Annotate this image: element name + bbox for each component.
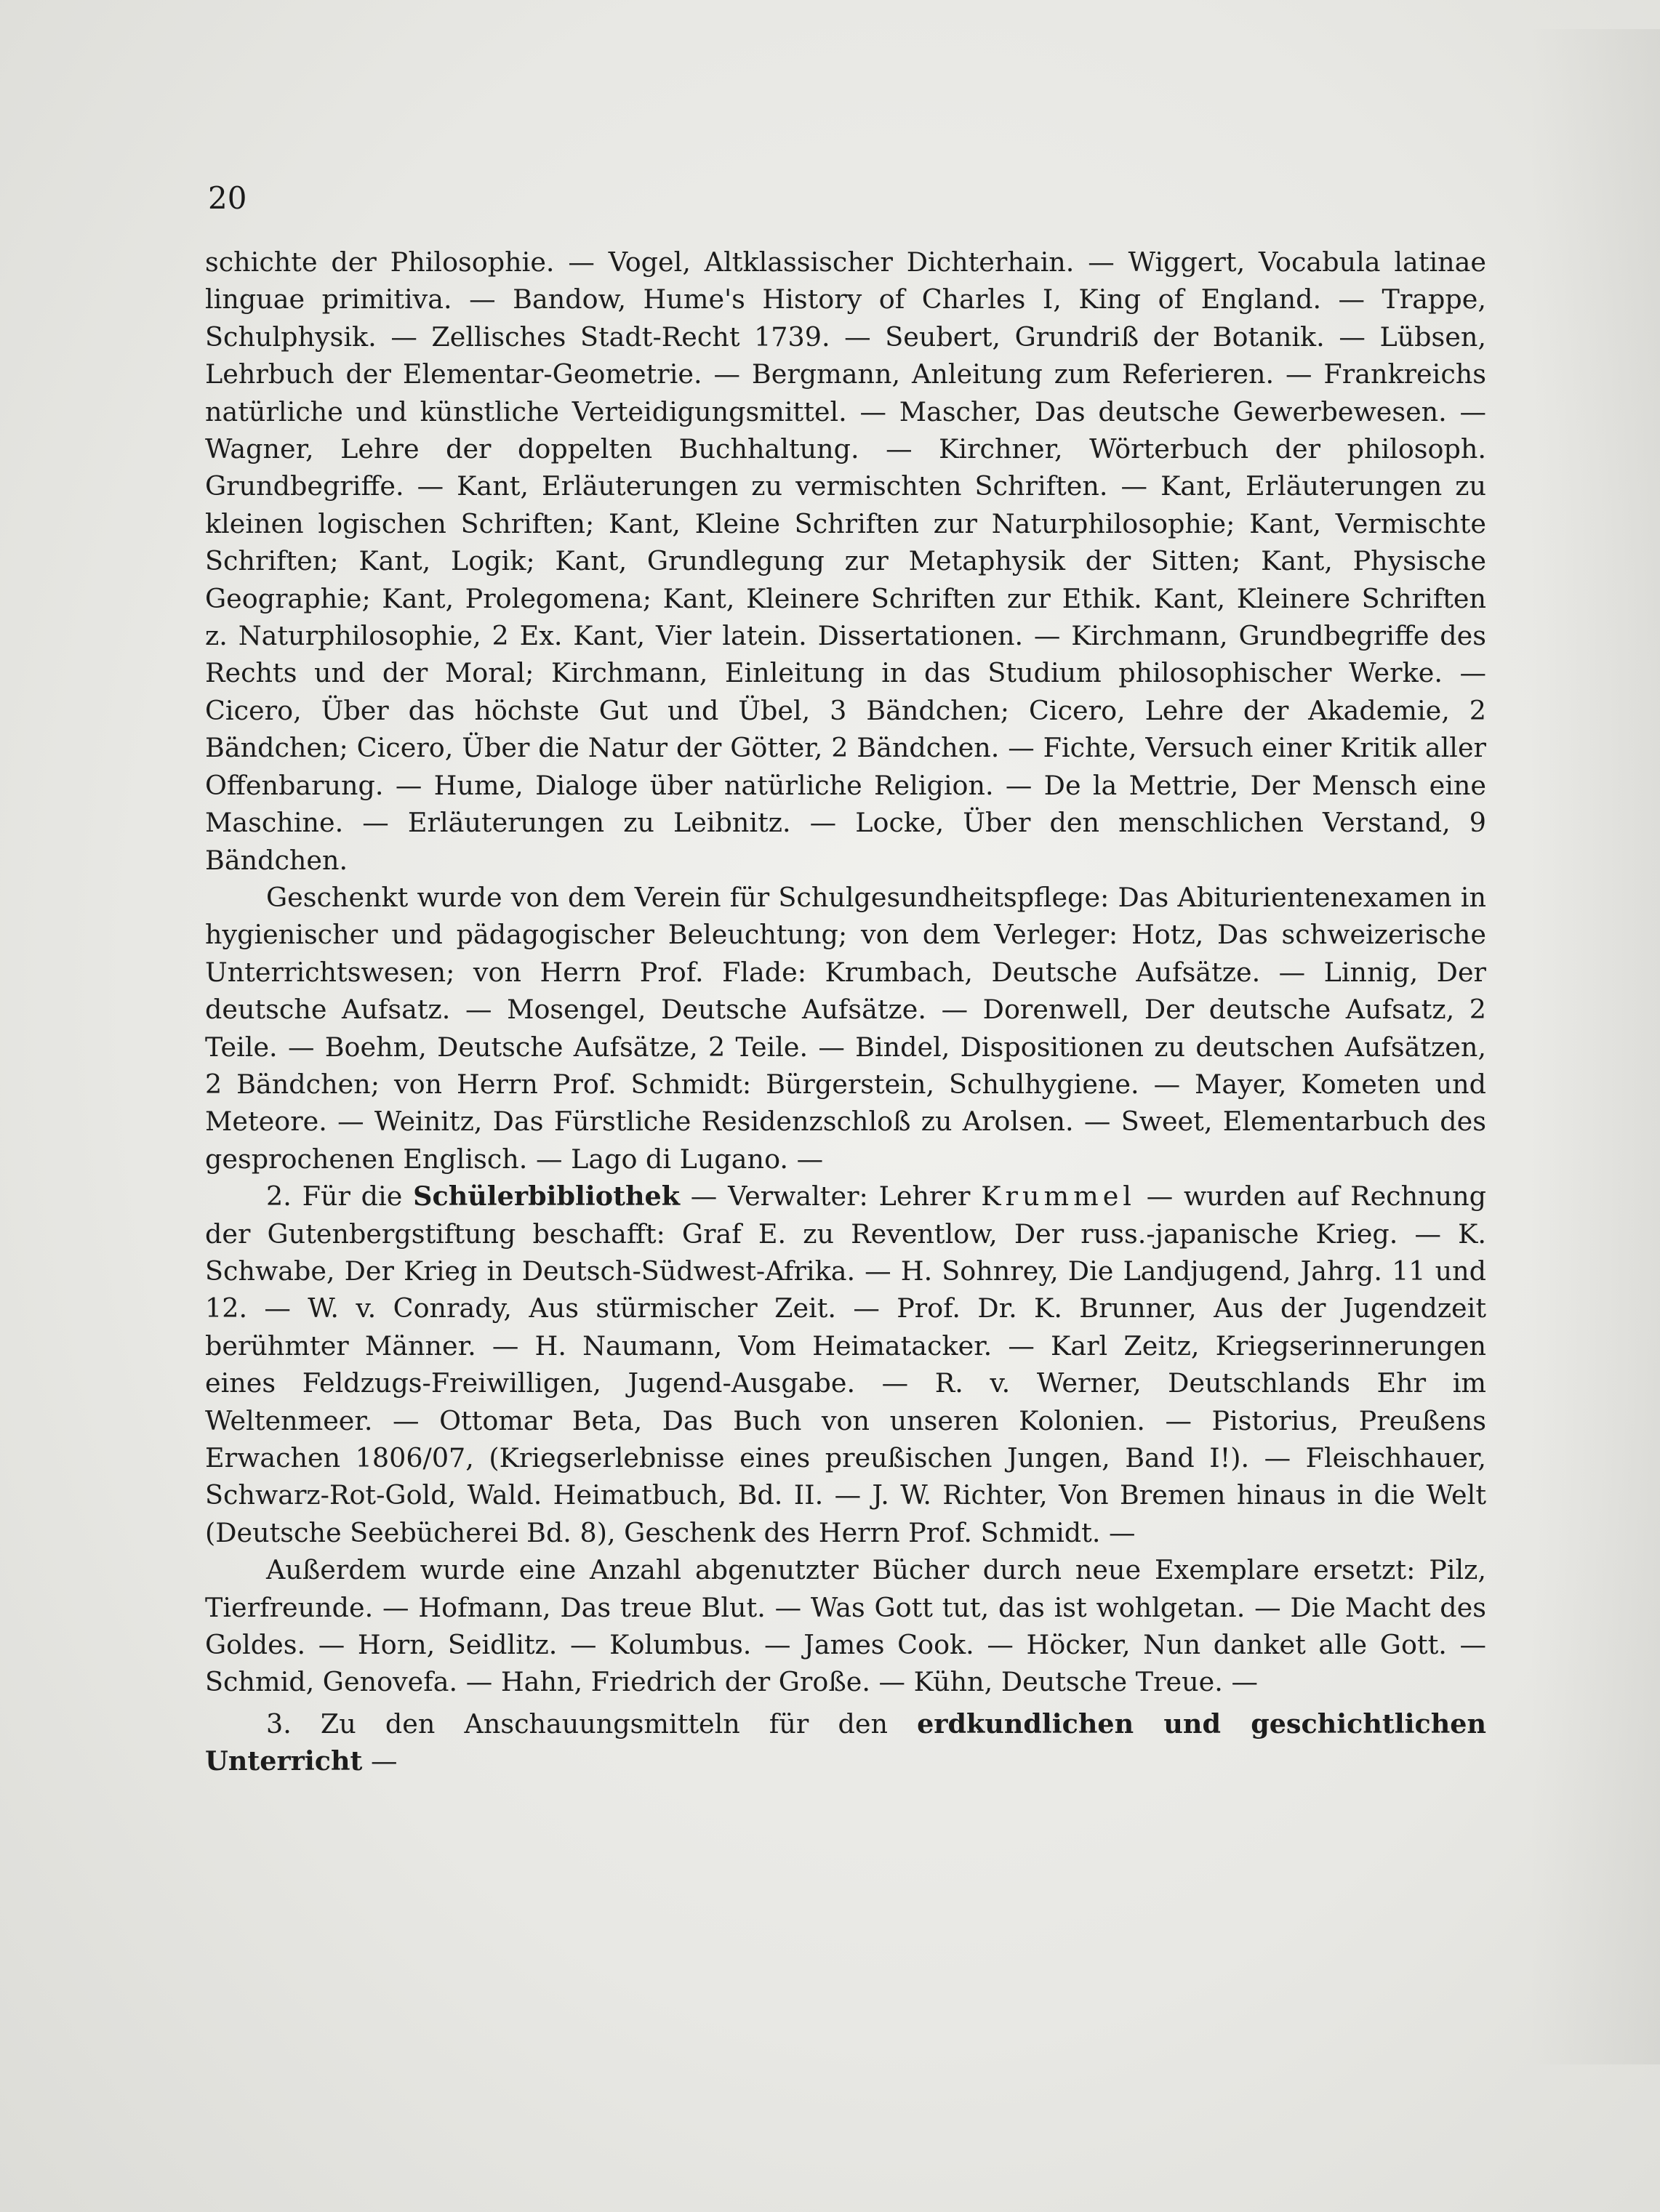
- page-number: 20: [208, 180, 247, 216]
- heading-geography-history: erdkundlichen und geschichtlichen Unterricht: [205, 1708, 1486, 1777]
- paragraph-donations: [205, 879, 1486, 1178]
- paragraph-student-library: [205, 1178, 1486, 1551]
- heading-student-library: Schülerbibliothek: [413, 1181, 680, 1212]
- text-segment: —: [362, 1745, 398, 1777]
- text-segment: — wurden auf Rechnung der Gutenbergstiftung beschafft: Graf E. zu Reventlow, Der russ.-japanische Krieg. — K. Schwabe, Der Krieg in Deutsch-Südwest-Afrika. — H. Sohnrey, Die Landjugend, Jahrg. 11 und 12. — W. v. Conrady, Aus stürmischer Zeit. — Prof. Dr. K. Brunner, Aus der Jugendzeit berühmter Männer. — H. Naumann, Vom Heimatacker. — Karl Zeitz, Kriegserinnerungen eines Feldzugs-Freiwilligen, Jugend-Ausgabe. — R. v. Werner, Deutschlands Ehr im Weltenmeer. — Ottomar Beta, Das Buch von unseren Kolonien. — Pistorius, Preußens Erwachen 1806/07, (Kriegserlebnisse eines preußischen Jungen, Band I!). — Fleischhauer, Schwarz-Rot-Gold, Wald. Heimatbuch, Bd. II. — J. W. Richter, Von Bremen hinaus in die Welt (Deutsche Seebücherei Bd. 8), Geschenk des Herrn Prof. Schmidt. —: [205, 1181, 1487, 1548]
- text-segment: Außerdem wurde eine Anzahl abgenutzter Bücher durch neue Exemplare ersetzt: Pilz, Tierfreunde. — Hofmann, Das treue Blut. — Was Gott tut, das ist wohlgetan. — Die Macht des Goldes. — Horn, Seidlitz. — Kolumbus. — James Cook. — Höcker, Nun danket alle Gott. — Schmid, Genovefa. — Hahn, Friedrich der Große. — Kühn, Deutsche Treue. —: [205, 1554, 1486, 1698]
- paragraph-teaching-aids: [205, 1705, 1486, 1780]
- teacher-name: Krummel: [981, 1181, 1136, 1212]
- text-segment: 2. Für die: [266, 1181, 414, 1212]
- text-segment: — Verwalter: Lehrer: [680, 1181, 982, 1212]
- text-segment: Geschenkt wurde von dem Verein für Schulgesundheitspflege: Das Abiturientenexamen in hygienischer und pädagogischer Beleuchtung; von dem Verleger: Hotz, Das schweizerische Unterrichtswesen; von Herrn Prof. Flade: Krumbach, Deutsche Aufsätze. — Linnig, Der deutsche Aufsatz. — Mosengel, Deutsche Aufsätze. — Dorenwell, Der deutsche Aufsatz, 2 Teile. — Boehm, Deutsche Aufsätze, 2 Teile. — Bindel, Dispositionen zu deutschen Aufsätzen, 2 Bändchen; von Herrn Prof. Schmidt: Bürgerstein, Schulhygiene. — Mayer, Kometen und Meteore. — Weinitz, Das Fürstliche Residenzschloß zu Arolsen. — Sweet, Elementarbuch des gesprochenen Englisch. — Lago di Lugano. —: [205, 881, 1486, 1175]
- paragraph-replaced-books: [205, 1551, 1486, 1701]
- page-edge-shadow: [1529, 29, 1660, 2064]
- text-segment: 3. Zu den Anschauungsmitteln für den: [266, 1708, 918, 1740]
- paragraph-philosophy-books: [205, 244, 1486, 879]
- body-text: [205, 244, 1486, 1780]
- text-segment: schichte der Philosophie. — Vogel, Altklassischer Dichterhain. — Wiggert, Vocabula latinae linguae primitiva. — Bandow, Hume's History of Charles I, King of England. — Trappe, Schulphysik. — Zellisches Stadt-Recht 1739. — Seubert, Grundriß der Botanik. — Lübsen, Lehrbuch der Elementar-Geometrie. — Bergmann, Anleitung zum Referieren. — Frankreichs natürliche und künstliche Verteidigungsmittel. — Mascher, Das deutsche Gewerbewesen. — Wagner, Lehre der doppelten Buchhaltung. — Kirchner, Wörterbuch der philosoph. Grundbegriffe. — Kant, Erläuterungen zu vermischten Schriften. — Kant, Erläuterungen zu kleinen logischen Schriften; Kant, Kleine Schriften zur Naturphilosophie; Kant, Vermischte Schriften; Kant, Logik; Kant, Grundlegung zur Metaphysik der Sitten; Kant, Physische Geographie; Kant, Prolegomena; Kant, Kleinere Schriften zur Ethik. Kant, Kleinere Schriften z. Naturphilosophie, 2 Ex. Kant, Vier latein. Dissertationen. — Kirchmann, Grundbegriffe des Rechts und der Moral; Kirchmann, Einleitung in das Studium philosophischer Werke. — Cicero, Über das höchste Gut und Übel, 3 Bändchen; Cicero, Lehre der Akademie, 2 Bändchen; Cicero, Über die Natur der Götter, 2 Bändchen. — Fichte, Versuch einer Kritik aller Offenbarung. — Hume, Dialoge über natürliche Religion. — De la Mettrie, Der Mensch eine Maschine. — Erläuterungen zu Leibnitz. — Locke, Über den menschlichen Verstand, 9 Bändchen.: [205, 246, 1486, 876]
